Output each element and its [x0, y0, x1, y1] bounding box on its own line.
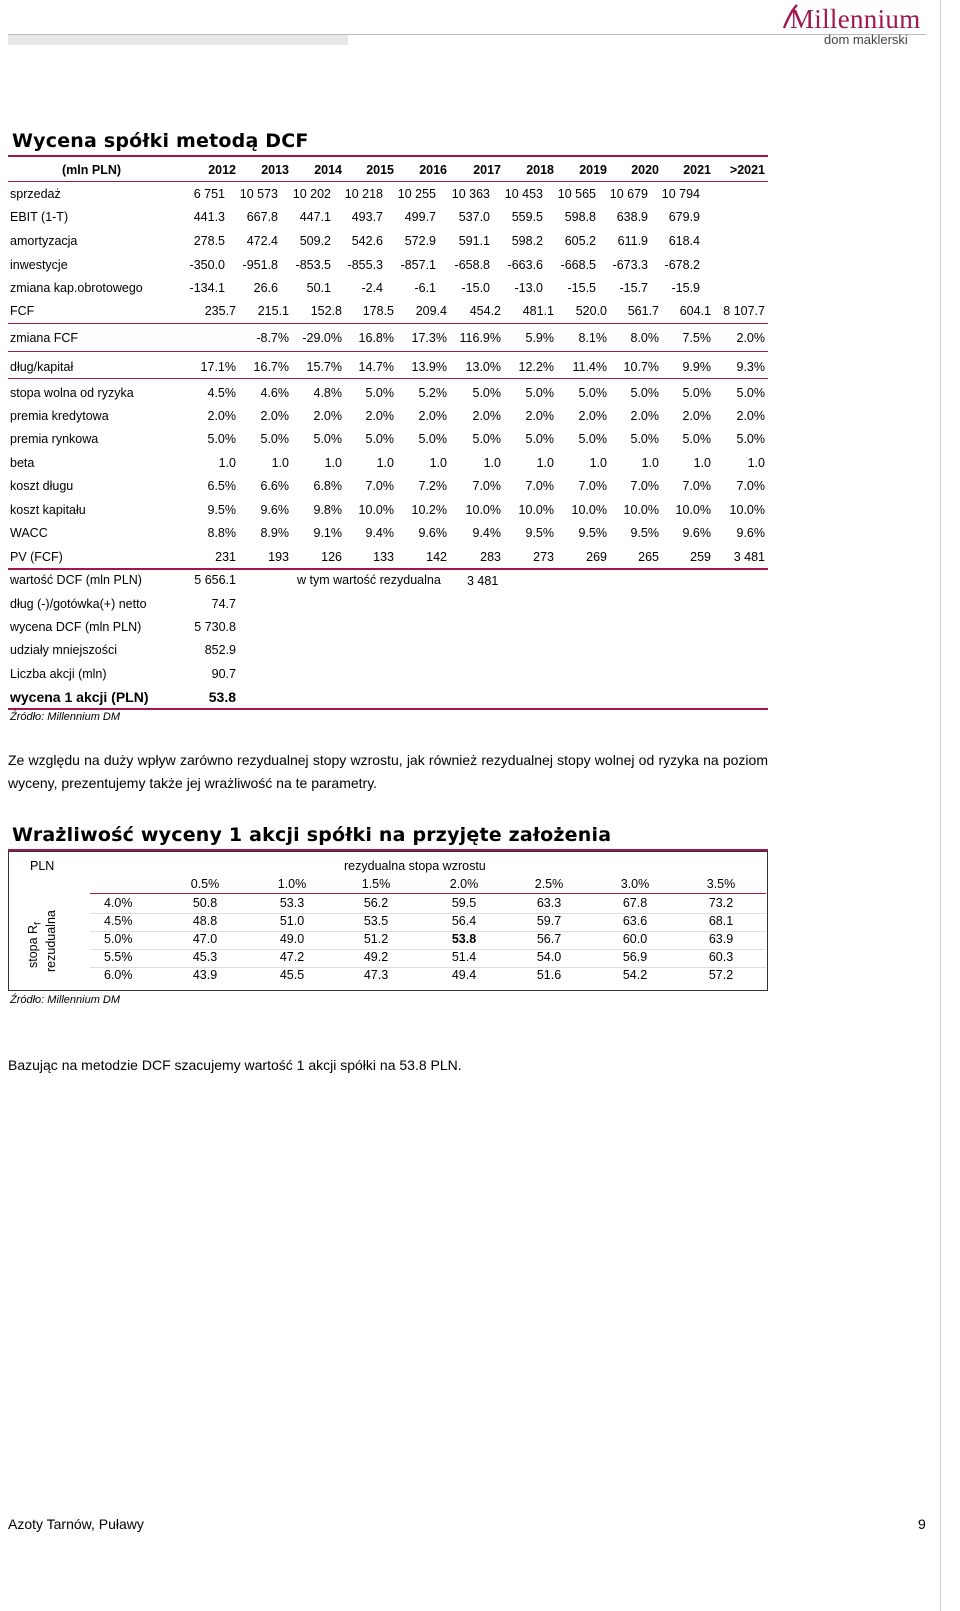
dcf-summary-label: wycena 1 akcji (PLN): [10, 689, 149, 705]
dcf-cell: 5.0%: [682, 386, 711, 400]
sensitivity-header-rule: [90, 893, 766, 894]
sensitivity-col: 3.5%: [706, 877, 736, 891]
dcf-summary-label: udziały mniejszości: [10, 643, 117, 657]
dcf-cell: -6.1: [414, 281, 436, 295]
dcf-cell: -857.1: [400, 258, 436, 272]
sensitivity-source: Źródło: Millennium DM: [10, 994, 121, 1006]
dcf-cell: -15.9: [671, 281, 700, 295]
dcf-cell: 1.0: [536, 456, 554, 470]
sensitivity-cell: 56.2: [363, 896, 389, 910]
dcf-row-label: inwestycje: [10, 258, 68, 272]
dcf-top-rule: [8, 155, 768, 157]
dcf-row-label: WACC: [10, 526, 48, 540]
sensitivity-unit: PLN: [30, 859, 55, 873]
dcf-cell: 8.1%: [578, 331, 607, 345]
sensitivity-cell: 53.3: [279, 896, 305, 910]
dcf-summary-value: 74.7: [211, 597, 236, 611]
dcf-cell: 7.5%: [682, 331, 711, 345]
dcf-cell: -673.3: [612, 258, 648, 272]
dcf-year-header: 2017: [473, 163, 501, 177]
dcf-summary-label: wycena DCF (mln PLN): [10, 620, 142, 634]
dcf-cell: -15.5: [567, 281, 596, 295]
dcf-cell: 9.8%: [313, 503, 342, 517]
dcf-cell: 520.0: [575, 304, 607, 318]
dcf-cell: 572.9: [404, 234, 436, 248]
dcf-cell: 9.3%: [736, 360, 765, 374]
dcf-cell: 1.0: [376, 456, 394, 470]
dcf-cell: 10.0%: [623, 503, 659, 517]
dcf-row-label: koszt kapitału: [10, 503, 86, 517]
dcf-cell: -15.0: [461, 281, 490, 295]
dcf-row-label: PV (FCF): [10, 550, 63, 564]
dcf-row-label: premia rynkowa: [10, 432, 99, 446]
dcf-year-header: 2019: [579, 163, 607, 177]
dcf-cell: 9.4%: [472, 526, 501, 540]
dcf-cell: 618.4: [668, 234, 700, 248]
dcf-cell: 26.6: [253, 281, 278, 295]
brand-name: Millennium: [790, 4, 921, 34]
dcf-cell: 8.8%: [207, 526, 236, 540]
sensitivity-row-rate: 5.5%: [104, 950, 133, 964]
dcf-cell: 10.0%: [518, 503, 554, 517]
footer-company: Azoty Tarnów, Puławy: [8, 1516, 144, 1532]
dcf-row-label: beta: [10, 456, 35, 470]
dcf-cell: 9.6%: [418, 526, 447, 540]
dcf-cell: 8.0%: [630, 331, 659, 345]
dcf-cell: 9.9%: [682, 360, 711, 374]
dcf-cell: 259: [690, 550, 711, 564]
dcf-cell: 10 218: [344, 187, 383, 201]
dcf-cell: 9.6%: [682, 526, 711, 540]
dcf-cell: -15.7: [619, 281, 648, 295]
dcf-rule-pv: [8, 568, 768, 570]
sensitivity-cell: 49.2: [363, 950, 389, 964]
dcf-cell: 9.5%: [525, 526, 554, 540]
dcf-cell: 5.0%: [260, 432, 289, 446]
dcf-rule-zmiana: [8, 351, 768, 352]
dcf-cell: 2.0%: [736, 331, 765, 345]
dcf-cell: 542.6: [351, 234, 383, 248]
dcf-cell: 2.0%: [260, 409, 289, 423]
sensitivity-cell: 47.0: [192, 932, 218, 946]
dcf-year-header: 2021: [683, 163, 711, 177]
dcf-cell: 9.5%: [630, 526, 659, 540]
dcf-cell: 10 679: [609, 187, 648, 201]
dcf-summary-label: Liczba akcji (mln): [10, 667, 107, 681]
dcf-bottom-rule: [8, 708, 768, 710]
sensitivity-cell: 63.9: [708, 932, 734, 946]
dcf-cell: 5.0%: [365, 386, 394, 400]
dcf-row-label: zmiana FCF: [10, 331, 79, 345]
dcf-cell: 9.6%: [736, 526, 765, 540]
dcf-cell: 454.2: [469, 304, 501, 318]
dcf-cell: 598.8: [564, 210, 596, 224]
dcf-rule-dlug: [8, 378, 768, 379]
sensitivity-cell: 51.2: [363, 932, 389, 946]
dcf-cell: 7.2%: [418, 479, 447, 493]
dcf-cell: 472.4: [246, 234, 278, 248]
dcf-cell: -853.5: [295, 258, 331, 272]
dcf-residual-value: 3 481: [467, 574, 499, 588]
dcf-cell: 116.9%: [459, 331, 501, 345]
dcf-cell: 13.0%: [465, 360, 501, 374]
dcf-cell: 5.0%: [578, 386, 607, 400]
dcf-cell: 11.4%: [572, 360, 607, 374]
dcf-cell: -663.6: [507, 258, 543, 272]
dcf-summary-value: 5 656.1: [194, 573, 236, 587]
dcf-cell: 7.0%: [630, 479, 659, 493]
sensitivity-cell: 60.0: [622, 932, 648, 946]
dcf-cell: 6.5%: [207, 479, 236, 493]
dcf-summary-label: wartość DCF (mln PLN): [10, 573, 142, 587]
dcf-summary-value: 90.7: [211, 667, 236, 681]
dcf-cell: 283: [480, 550, 501, 564]
dcf-row-label: FCF: [10, 304, 35, 318]
dcf-cell: 2.0%: [207, 409, 236, 423]
dcf-cell: 16.8%: [358, 331, 394, 345]
dcf-cell: 269: [586, 550, 607, 564]
dcf-cell: 667.8: [246, 210, 278, 224]
dcf-cell: 2.0%: [365, 409, 394, 423]
dcf-cell: 278.5: [193, 234, 225, 248]
sensitivity-cell: 51.6: [536, 968, 562, 982]
dcf-summary-value: 852.9: [204, 643, 236, 657]
sensitivity-col-header: rezydualna stopa wzrostu: [344, 859, 486, 873]
dcf-cell: 1.0: [483, 456, 501, 470]
dcf-cell: 604.1: [679, 304, 711, 318]
dcf-cell: 5.0%: [313, 432, 342, 446]
dcf-cell: 7.0%: [472, 479, 501, 493]
sensitivity-cell: 56.4: [451, 914, 477, 928]
dcf-row-label: premia kredytowa: [10, 409, 109, 423]
dcf-cell: -678.2: [664, 258, 700, 272]
dcf-cell: 7.0%: [736, 479, 765, 493]
sensitivity-cell: 57.2: [708, 968, 734, 982]
dcf-cell: -350.0: [189, 258, 225, 272]
sensitivity-cell: 47.3: [363, 968, 389, 982]
dcf-cell: -2.4: [361, 281, 383, 295]
sensitivity-cell: 68.1: [708, 914, 734, 928]
sensitivity-row-rate: 4.5%: [104, 914, 133, 928]
dcf-cell: 1.0: [693, 456, 711, 470]
dcf-row-label: dług/kapitał: [10, 360, 74, 374]
sensitivity-cell: 56.9: [622, 950, 648, 964]
dcf-cell: 193: [268, 550, 289, 564]
dcf-cell: 5.0%: [472, 386, 501, 400]
sensitivity-cell: 56.7: [536, 932, 562, 946]
dcf-cell: 10.0%: [358, 503, 394, 517]
sensitivity-cell: 54.0: [536, 950, 562, 964]
sensitivity-cell: 50.8: [192, 896, 218, 910]
sensitivity-cell: 45.5: [279, 968, 305, 982]
dcf-cell: 679.9: [668, 210, 700, 224]
dcf-cell: 6 751: [193, 187, 225, 201]
dcf-year-header: 2016: [419, 163, 447, 177]
dcf-cell: -29.0%: [302, 331, 342, 345]
sensitivity-cell: 59.5: [451, 896, 477, 910]
dcf-cell: 126: [321, 550, 342, 564]
dcf-cell: 2.0%: [525, 409, 554, 423]
dcf-cell: 5.0%: [736, 386, 765, 400]
dcf-summary-value: 5 730.8: [194, 620, 236, 634]
dcf-cell: 10 255: [397, 187, 436, 201]
dcf-cell: 209.4: [415, 304, 447, 318]
dcf-cell: 10 794: [661, 187, 700, 201]
dcf-cell: 2.0%: [630, 409, 659, 423]
dcf-cell: 16.7%: [253, 360, 289, 374]
dcf-cell: 215.1: [257, 304, 289, 318]
dcf-cell: -855.3: [347, 258, 383, 272]
dcf-cell: 17.1%: [200, 360, 236, 374]
dcf-cell: 537.0: [458, 210, 490, 224]
sensitivity-cell: 43.9: [192, 968, 218, 982]
dcf-year-header: 2012: [208, 163, 236, 177]
dcf-cell: 10.2%: [411, 503, 447, 517]
dcf-cell: 8 107.7: [723, 304, 765, 318]
sensitivity-col: 2.5%: [534, 877, 564, 891]
sensitivity-cell: 67.8: [622, 896, 648, 910]
sensitivity-cell: 53.5: [363, 914, 389, 928]
dcf-cell: 9.1%: [313, 526, 342, 540]
sensitivity-row-header-2: rezudualna: [44, 910, 58, 972]
dcf-cell: 5.0%: [682, 432, 711, 446]
dcf-cell: 561.7: [627, 304, 659, 318]
dcf-cell: 2.0%: [578, 409, 607, 423]
dcf-cell: 265: [638, 550, 659, 564]
dcf-cell: 605.2: [564, 234, 596, 248]
dcf-cell: 481.1: [522, 304, 554, 318]
sensitivity-col: 3.0%: [620, 877, 650, 891]
dcf-row-label: zmiana kap.obrotowego: [10, 281, 143, 295]
sensitivity-row-rate: 5.0%: [104, 932, 133, 946]
sensitivity-cell: 63.6: [622, 914, 648, 928]
dcf-cell: 7.0%: [682, 479, 711, 493]
dcf-cell: 2.0%: [418, 409, 447, 423]
dcf-title: Wycena spółki metodą DCF: [12, 130, 309, 152]
dcf-cell: 9.5%: [578, 526, 607, 540]
dcf-cell: 7.0%: [525, 479, 554, 493]
dcf-cell: 10.0%: [465, 503, 501, 517]
dcf-cell: 2.0%: [736, 409, 765, 423]
dcf-source: Źródło: Millennium DM: [10, 711, 121, 723]
dcf-cell: 5.9%: [525, 331, 554, 345]
sensitivity-cell: 54.2: [622, 968, 648, 982]
sensitivity-cell: 49.0: [279, 932, 305, 946]
dcf-cell: 638.9: [616, 210, 648, 224]
dcf-row-label: EBIT (1-T): [10, 210, 69, 224]
dcf-year-header: 2013: [261, 163, 289, 177]
dcf-cell: 50.1: [306, 281, 331, 295]
dcf-cell: -658.8: [454, 258, 490, 272]
dcf-cell: 17.3%: [411, 331, 447, 345]
sensitivity-col: 2.0%: [449, 877, 479, 891]
dcf-cell: 447.1: [299, 210, 331, 224]
dcf-cell: 10.0%: [675, 503, 711, 517]
dcf-cell: 4.5%: [207, 386, 236, 400]
dcf-cell: 10 453: [504, 187, 543, 201]
dcf-cell: 10.0%: [571, 503, 607, 517]
dcf-cell: -668.5: [560, 258, 596, 272]
dcf-cell: 499.7: [404, 210, 436, 224]
dcf-cell: -134.1: [189, 281, 225, 295]
sensitivity-row-rate: 6.0%: [104, 968, 133, 982]
dcf-cell: 6.6%: [260, 479, 289, 493]
header-band: [8, 35, 348, 45]
sensitivity-col: 1.0%: [277, 877, 307, 891]
dcf-cell: 13.9%: [411, 360, 447, 374]
dcf-cell: 10 363: [451, 187, 490, 201]
dcf-cell: -13.0: [514, 281, 543, 295]
dcf-cell: 493.7: [351, 210, 383, 224]
sensitivity-cell: 59.7: [536, 914, 562, 928]
sensitivity-cell: 47.2: [279, 950, 305, 964]
sensitivity-cell: 63.3: [536, 896, 562, 910]
sensitivity-cell: 51.4: [451, 950, 477, 964]
dcf-cell: 133: [373, 550, 394, 564]
dcf-year-header: 2015: [366, 163, 394, 177]
dcf-cell: 5.0%: [736, 432, 765, 446]
dcf-cell: 5.2%: [418, 386, 447, 400]
sensitivity-title: Wrażliwość wyceny 1 akcji spółki na przyjęte założenia: [12, 824, 612, 846]
dcf-cell: 6.8%: [313, 479, 342, 493]
dcf-summary-label: dług (-)/gotówka(+) netto: [10, 597, 147, 611]
dcf-cell: 10 573: [239, 187, 278, 201]
dcf-cell: 9.5%: [207, 503, 236, 517]
sensitivity-cell: 49.4: [451, 968, 477, 982]
sensitivity-col: 1.5%: [361, 877, 391, 891]
sensitivity-row-rate: 4.0%: [104, 896, 133, 910]
dcf-cell: 1.0: [218, 456, 236, 470]
dcf-cell: 10.7%: [623, 360, 659, 374]
dcf-year-header: 2020: [631, 163, 659, 177]
dcf-cell: 4.8%: [313, 386, 342, 400]
sensitivity-cell: 45.3: [192, 950, 218, 964]
dcf-cell: 273: [533, 550, 554, 564]
footer-page-number: 9: [918, 1516, 926, 1532]
dcf-cell: 1.0: [271, 456, 289, 470]
dcf-cell: 4.6%: [260, 386, 289, 400]
dcf-cell: 231: [215, 550, 236, 564]
dcf-cell: 5.0%: [472, 432, 501, 446]
dcf-cell: 152.8: [310, 304, 342, 318]
sensitivity-col: 0.5%: [190, 877, 220, 891]
dcf-row-label: sprzedaż: [10, 187, 61, 201]
dcf-cell: 441.3: [193, 210, 225, 224]
dcf-residual-label: w tym wartość rezydualna: [297, 573, 441, 587]
dcf-cell: 598.2: [511, 234, 543, 248]
dcf-cell: 509.2: [299, 234, 331, 248]
dcf-cell: 2.0%: [472, 409, 501, 423]
sensitivity-cell: 60.3: [708, 950, 734, 964]
dcf-cell: 235.7: [204, 304, 236, 318]
sensitivity-cell: 48.8: [192, 914, 218, 928]
dcf-cell: 1.0: [589, 456, 607, 470]
dcf-cell: 9.4%: [365, 526, 394, 540]
dcf-row-label: stopa wolna od ryzyka: [10, 386, 134, 400]
dcf-cell: 5.0%: [207, 432, 236, 446]
dcf-cell: 15.7%: [306, 360, 342, 374]
dcf-cell: 12.2%: [518, 360, 554, 374]
dcf-cell: 5.0%: [418, 432, 447, 446]
dcf-cell: 7.0%: [365, 479, 394, 493]
sensitivity-cell: 51.0: [279, 914, 305, 928]
dcf-cell: 611.9: [617, 234, 648, 248]
dcf-cell: -951.8: [242, 258, 278, 272]
dcf-row-label: koszt długu: [10, 479, 74, 493]
dcf-cell: 7.0%: [578, 479, 607, 493]
dcf-cell: 591.1: [458, 234, 490, 248]
sensitivity-row-header-1: stopa $R_f$: [26, 922, 43, 968]
dcf-cell: 5.0%: [365, 432, 394, 446]
dcf-cell: 5.0%: [525, 386, 554, 400]
dcf-summary-value: 53.8: [208, 689, 236, 705]
dcf-unit-header: (mln PLN): [62, 163, 122, 177]
dcf-cell: 178.5: [362, 304, 394, 318]
dcf-cell: 142: [426, 550, 447, 564]
dcf-cell: 8.9%: [260, 526, 289, 540]
page-edge-line: [940, 0, 941, 1611]
dcf-cell: 10.0%: [729, 503, 765, 517]
paragraph-sensitivity-intro: Ze względu na duży wpływ zarówno rezydualnej stopy wzrostu, jak również rezydualnej stopy wolnej od ryzyka na poziom wyceny, prezentujemy także jej wrażliwość na te parametry.: [8, 752, 768, 791]
dcf-cell: 1.0: [324, 456, 342, 470]
dcf-cell: 5.0%: [525, 432, 554, 446]
dcf-cell: 2.0%: [313, 409, 342, 423]
dcf-cell: 10 202: [292, 187, 331, 201]
dcf-cell: 1.0: [641, 456, 659, 470]
sensitivity-cell: 73.2: [708, 896, 734, 910]
dcf-cell: 5.0%: [630, 432, 659, 446]
brand-logo: [790, 4, 940, 47]
brand-subtitle: dom maklerski: [824, 32, 908, 47]
dcf-cell: 1.0: [429, 456, 447, 470]
dcf-header-rule: [8, 181, 768, 182]
dcf-cell: 2.0%: [682, 409, 711, 423]
dcf-cell: 10 565: [557, 187, 596, 201]
dcf-cell: 1.0: [747, 456, 765, 470]
sensitivity-cell: 53.8: [451, 932, 477, 946]
dcf-cell: 14.7%: [358, 360, 394, 374]
dcf-year-header: >2021: [729, 163, 765, 177]
dcf-cell: 3 481: [733, 550, 765, 564]
dcf-cell: -8.7%: [256, 331, 289, 345]
dcf-cell: 9.6%: [260, 503, 289, 517]
paragraph-conclusion: Bazując na metodzie DCF szacujemy wartość 1 akcji spółki na 53.8 PLN.: [8, 1057, 462, 1073]
dcf-year-header: 2018: [526, 163, 554, 177]
dcf-cell: 5.0%: [578, 432, 607, 446]
dcf-row-label: amortyzacja: [10, 234, 78, 248]
dcf-year-header: 2014: [314, 163, 342, 177]
dcf-rule-fcf: [8, 323, 768, 324]
dcf-cell: 5.0%: [630, 386, 659, 400]
dcf-cell: 559.5: [511, 210, 543, 224]
